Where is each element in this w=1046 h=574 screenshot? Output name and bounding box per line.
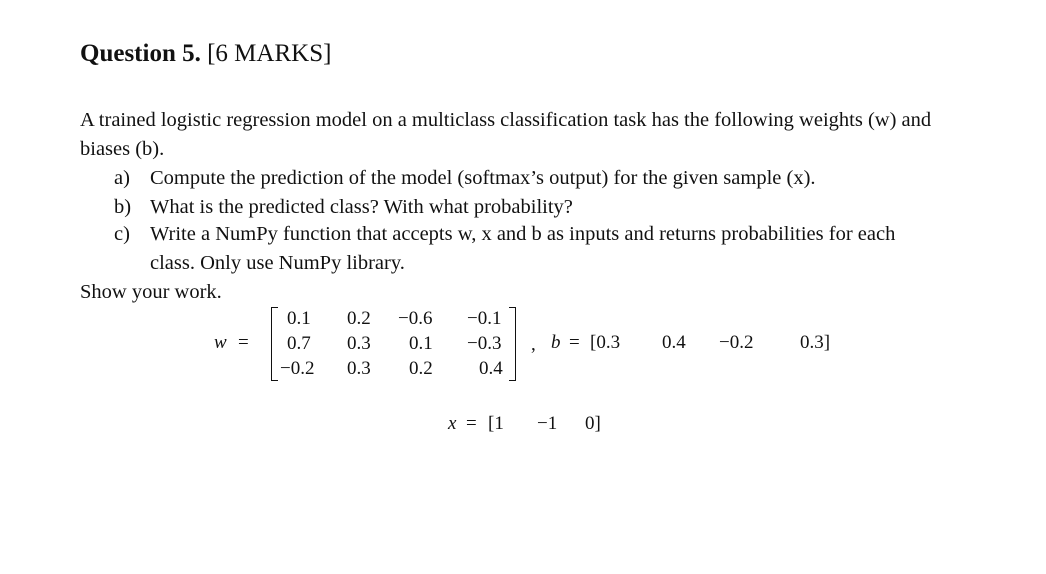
w-cell-0-3: −0.1 <box>467 308 502 329</box>
w-cell-1-0: 0.7 <box>287 333 311 354</box>
w-cell-0-1: 0.2 <box>347 308 371 329</box>
w-cell-2-1: 0.3 <box>347 358 371 379</box>
part-c <box>114 220 895 249</box>
part-b <box>114 193 573 222</box>
matrix-right-bracket <box>509 307 516 381</box>
x-value-0: [1 <box>488 413 504 434</box>
part-a <box>114 164 816 193</box>
matrix-left-bracket <box>271 307 278 381</box>
b-equals: = <box>569 332 580 353</box>
b-value-1: 0.4 <box>662 332 686 353</box>
w-cell-1-1: 0.3 <box>347 333 371 354</box>
question-number: Question 5. <box>80 40 201 67</box>
w-cell-1-2: 0.1 <box>409 333 433 354</box>
b-symbol: b <box>551 332 561 353</box>
w-cell-2-2: 0.2 <box>409 358 433 379</box>
w-equals: = <box>238 332 249 353</box>
part-a-text: Compute the prediction of the model (softmax’s output) for the given sample (x). <box>150 167 816 189</box>
w-cell-0-2: −0.6 <box>398 308 433 329</box>
part-b-label: b) <box>114 196 132 218</box>
x-symbol: x <box>448 413 457 434</box>
x-equals: = <box>466 413 477 434</box>
b-value-2: −0.2 <box>719 332 754 353</box>
show-work: Show your work. <box>80 281 222 303</box>
w-symbol: w <box>214 332 227 353</box>
question-intro: A trained logistic regression model on a multiclass classification task has the following weights (w) and biases (b). <box>80 109 932 160</box>
question-marks: [6 MARKS] <box>207 40 332 67</box>
part-b-text: What is the predicted class? With what probability? <box>150 196 573 218</box>
b-value-3: 0.3] <box>800 332 831 353</box>
equation-comma: , <box>531 334 536 355</box>
x-value-2: 0] <box>585 413 601 434</box>
question-title <box>80 40 331 68</box>
w-cell-2-0: −0.2 <box>280 358 315 379</box>
part-c-label: c) <box>114 223 130 245</box>
w-cell-0-0: 0.1 <box>287 308 311 329</box>
part-a-label: a) <box>114 167 130 189</box>
w-cell-2-3: 0.4 <box>479 358 503 379</box>
part-c-text-continued: class. Only use NumPy library. <box>150 252 405 274</box>
b-value-0: [0.3 <box>590 332 621 353</box>
x-value-1: −1 <box>537 413 558 434</box>
w-cell-1-3: −0.3 <box>467 333 502 354</box>
part-c-text: Write a NumPy function that accepts w, x and b as inputs and returns probabilities for each <box>150 223 896 245</box>
